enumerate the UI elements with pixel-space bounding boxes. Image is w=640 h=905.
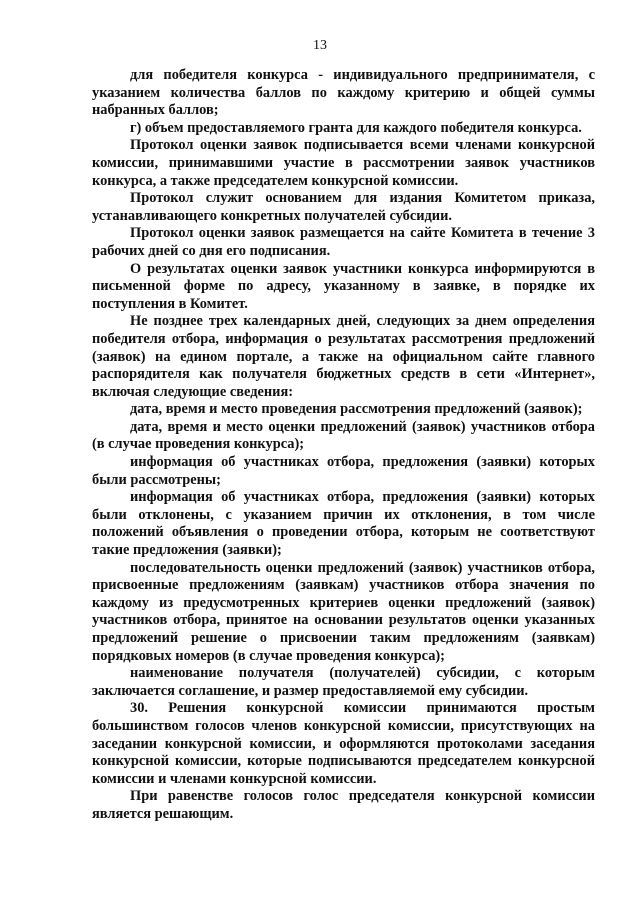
paragraph: Протокол оценки заявок подписывается всеми членами конкурсной комиссии, принимавшими участие в рассмотрении заявок участников конкурса, а также председателем конкурсной комиссии. [92,137,595,189]
paragraph: дата, время и место оценки предложений (заявок) участников отбора (в случае проведения конкурса); [92,418,595,453]
document-body [92,67,595,824]
paragraph: При равенстве голосов голос председателя конкурсной комиссии является решающим. [92,788,595,822]
paragraph: О результатах оценки заявок участники конкурса информируются в письменной форме по адресу, указанному в заявке, в порядке их поступления в Комитет. [92,260,595,312]
paragraph: Протокол служит основанием для издания Комитетом приказа, устанавливающего конкретных получателей субсидии. [92,190,595,224]
paragraph: информация об участниках отбора, предложения (заявки) которых были отклонены, с указанием причин их отклонения, в том числе положений объявления о проведении отбора, которым не соответствуют такие предложения (заявки); [92,489,595,559]
paragraph: г) объем предоставляемого гранта для каждого победителя конкурса. [130,119,582,136]
paragraph: Не позднее трех календарных дней, следующих за днем определения победителя отбора, информация о результатах рассмотрения предложений (заявок) на едином портале, а также на официальном сайте главного распорядителя как получателя бюджетных средств в сети «Интернет», включая следующие сведения: [92,313,595,400]
paragraph: Протокол оценки заявок размещается на сайте Комитета в течение 3 рабочих дней со дня его подписания. [92,225,595,259]
paragraph: наименование получателя (получателей) субсидии, с которым заключается соглашение, и размер предоставляемой ему субсидии. [92,665,595,699]
paragraph: последовательность оценки предложений (заявок) участников отбора, присвоенные предложениям (заявкам) участников отбора значения по каждому из предусмотренных критериев оценки предложений (заявок) участников отбора, принятое на основании результатов оценки указанных предложений решение о присвоении таким предложениям (заявкам) порядковых номеров (в случае проведения конкурса); [92,559,595,664]
paragraph: 30. Решения конкурсной комиссии принимаются простым большинством голосов членов конкурсной комиссии, присутствующих на заседании конкурсной комиссии, и оформляются протоколами заседания конкурсной комиссии, которые подписываются председателем конкурсной комиссии и членами конкурсной комиссии. [92,700,595,787]
paragraph: информация об участниках отбора, предложения (заявки) которых были рассмотрены; [92,454,595,488]
paragraph: дата, время и место проведения рассмотрения предложений (заявок); [130,401,583,418]
paragraph: для победителя конкурса - индивидуального предпринимателя, с указанием количества баллов по каждому критерию и общей суммы набранных баллов; [92,67,595,119]
page-number: 13 [313,38,327,53]
